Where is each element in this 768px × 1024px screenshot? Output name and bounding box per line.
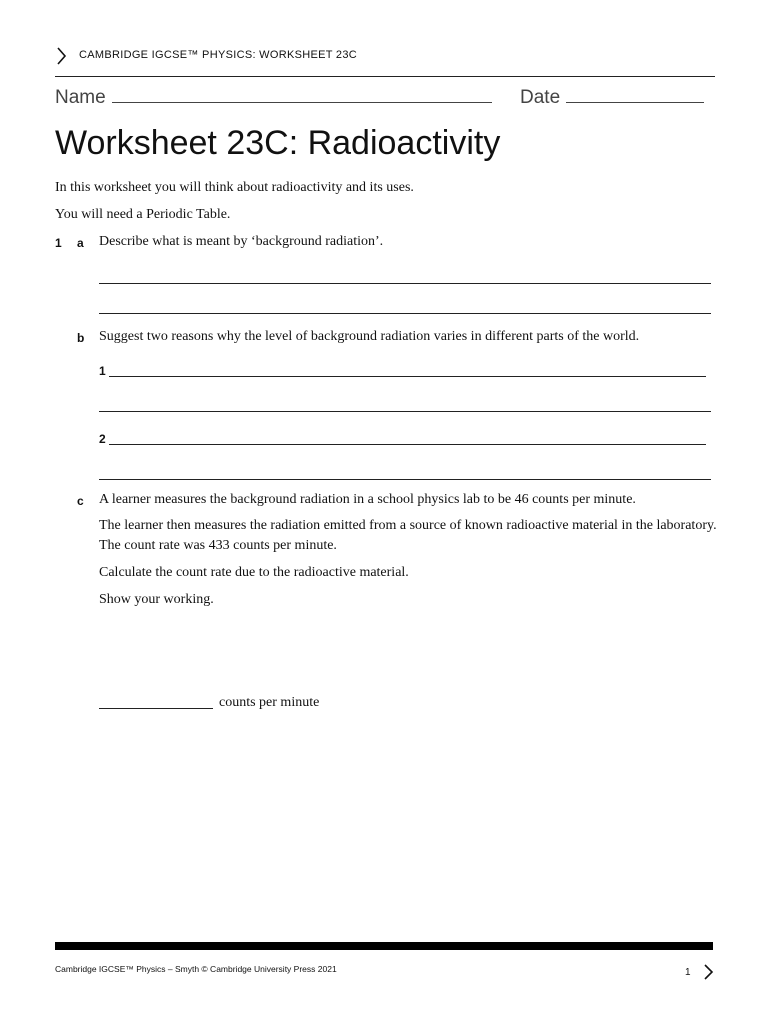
part-c-text: A learner measures the background radiation in a school physics lab to be 46 counts per minute. <box>99 492 636 507</box>
reason-2-label: 2 <box>99 432 106 446</box>
footer-bar <box>55 942 713 950</box>
header-title: CAMBRIDGE IGCSE™ PHYSICS: WORKSHEET 23C <box>79 49 357 61</box>
intro-line-1: In this worksheet you will think about radioactivity and its uses. <box>55 180 414 195</box>
part-c-text-2: The learner then measures the radiation emitted from a source of known radioactive material in the laboratory. The count rate was 433 counts per minute. <box>99 518 717 553</box>
date-underline <box>566 86 704 103</box>
date-label: Date <box>520 87 561 108</box>
answer-line[interactable] <box>99 479 711 480</box>
answer-line[interactable] <box>99 283 711 284</box>
answer-line[interactable] <box>109 444 706 445</box>
date-field[interactable] <box>520 86 704 109</box>
part-c-text-3: Calculate the count rate due to the radioactive material. <box>99 565 409 580</box>
part-a-text: Describe what is meant by ‘background radiation’. <box>99 234 384 249</box>
chevron-right-icon[interactable] <box>703 963 715 981</box>
answer-unit: counts per minute <box>219 695 320 710</box>
part-c-text-4: Show your working. <box>99 592 214 607</box>
chevron-right-icon <box>55 46 69 66</box>
answer-line[interactable] <box>99 313 711 314</box>
footer-text: Cambridge IGCSE™ Physics – Smyth © Cambridge University Press 2021 <box>55 964 337 974</box>
answer-line[interactable] <box>109 376 706 377</box>
part-c-letter: c <box>77 494 84 508</box>
part-b-text: Suggest two reasons why the level of background radiation varies in different parts of the world. <box>99 329 640 344</box>
worksheet-title: Worksheet 23C: Radioactivity <box>55 124 501 162</box>
part-b-letter: b <box>77 331 85 345</box>
part-a-letter: a <box>77 236 84 250</box>
answer-line[interactable] <box>99 411 711 412</box>
name-underline <box>112 86 492 103</box>
answer-blank[interactable] <box>99 708 213 709</box>
page-number: 1 <box>685 967 691 978</box>
running-header <box>55 44 715 77</box>
question-number: 1 <box>55 236 62 250</box>
intro-line-2: You will need a Periodic Table. <box>55 207 231 222</box>
reason-1-label: 1 <box>99 364 106 378</box>
name-field[interactable] <box>55 86 492 109</box>
name-label: Name <box>55 87 106 108</box>
